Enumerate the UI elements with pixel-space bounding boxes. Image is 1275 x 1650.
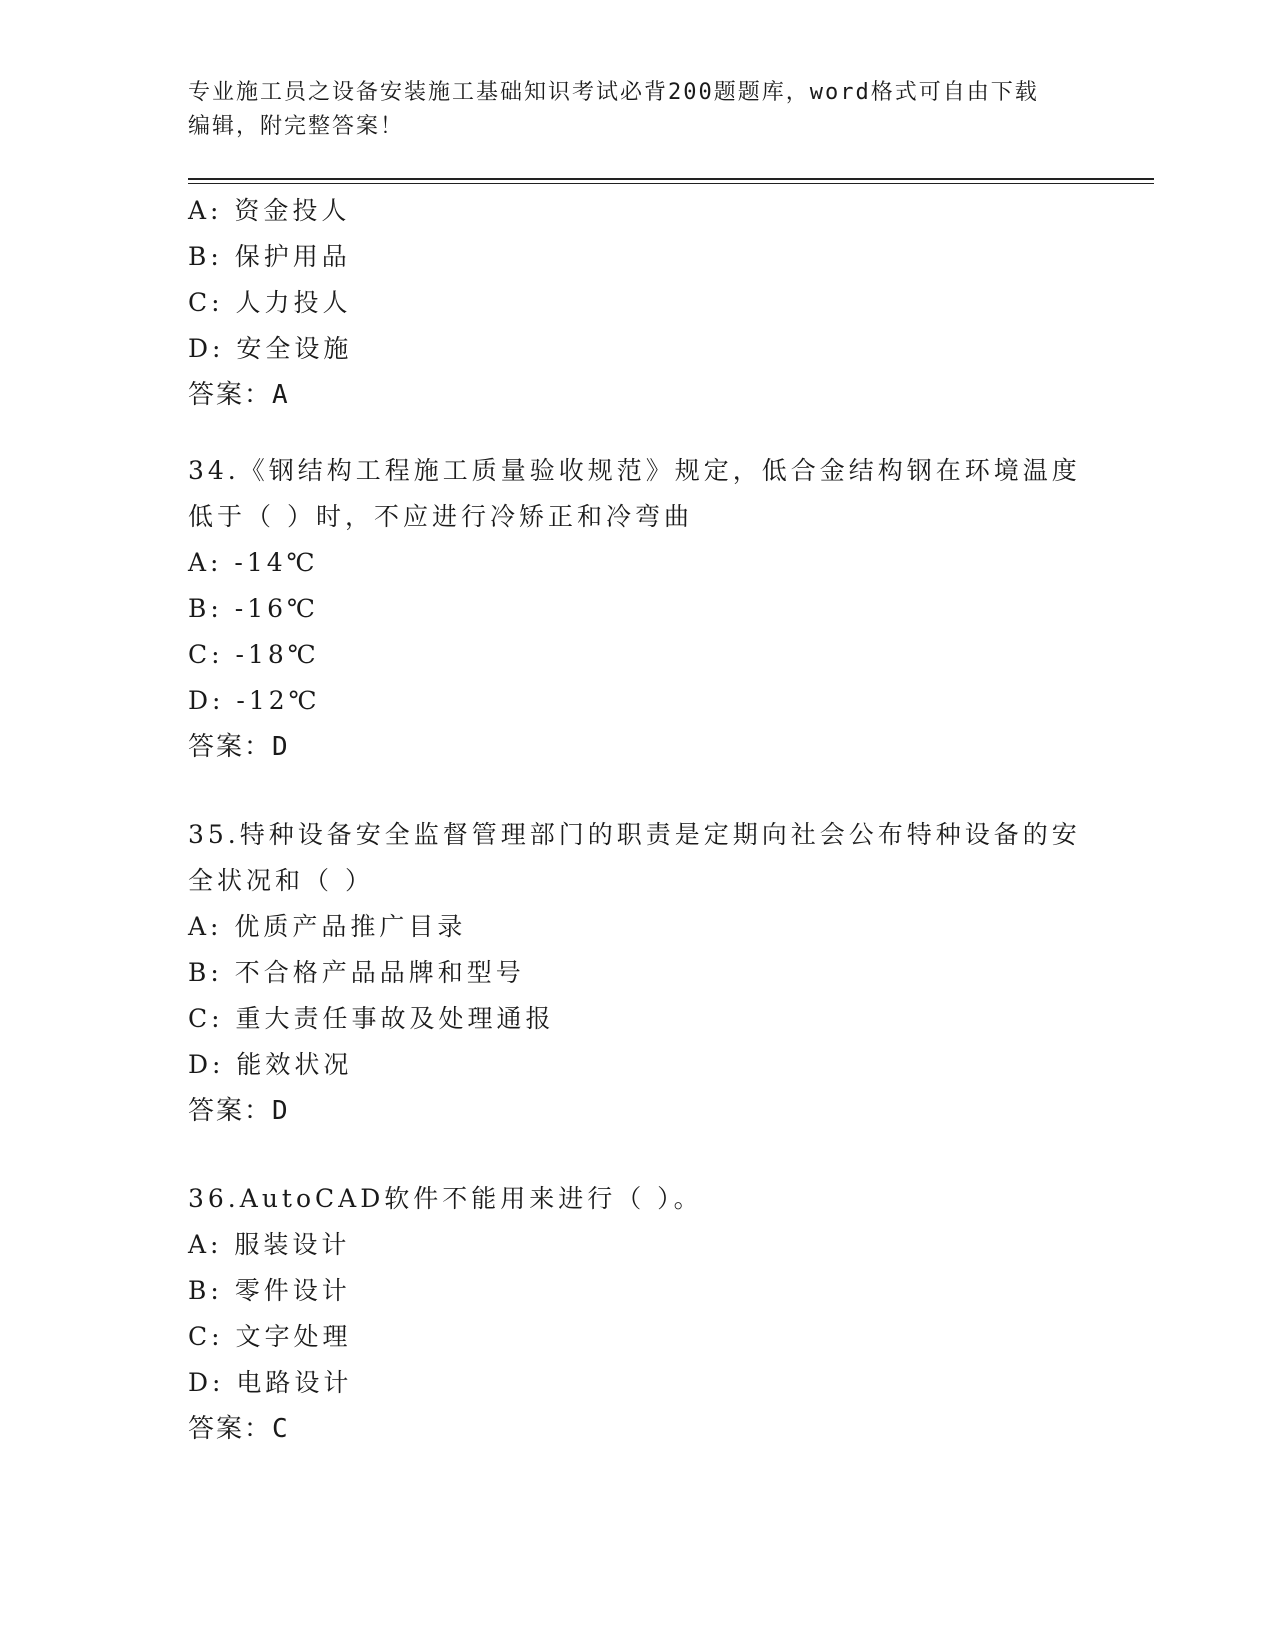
header-line-1: 专业施工员之设备安装施工基础知识考试必背200题题库，word格式可自由下载	[188, 80, 1039, 105]
option-c: C: 人力投人	[188, 288, 352, 317]
header-line-2: 编辑，附完整答案！	[188, 114, 405, 139]
option-a: A: -14℃	[188, 548, 319, 577]
answer-value: A	[272, 380, 288, 410]
question-stem-line-2: 全状况和（ ）	[188, 866, 374, 895]
question-33-block	[188, 188, 1088, 418]
answer-label: 答案：	[188, 1414, 273, 1444]
answer-value: D	[272, 732, 288, 762]
question-stem-line-1: 34.《钢结构工程施工质量验收规范》规定，低合金结构钢在环境温度	[188, 456, 1081, 485]
option-b: B: 零件设计	[188, 1276, 351, 1305]
answer-label: 答案：	[188, 732, 273, 762]
option-a: A: 资金投人	[188, 196, 351, 225]
header-divider-thick	[188, 178, 1154, 180]
answer-label: 答案：	[188, 1096, 273, 1126]
question-35-block	[188, 812, 1088, 1134]
option-c: C: -18℃	[188, 640, 320, 669]
option-a: A: 优质产品推广目录	[188, 912, 467, 941]
option-b: B: 保护用品	[188, 242, 351, 271]
document-header	[188, 76, 1088, 144]
option-a: A: 服装设计	[188, 1230, 351, 1259]
answer-line	[188, 724, 1088, 770]
option-d: D: 安全设施	[188, 334, 353, 363]
option-d: D: 电路设计	[188, 1368, 353, 1397]
question-36-block	[188, 1176, 1088, 1452]
answer-line	[188, 372, 1088, 418]
answer-label: 答案：	[188, 380, 273, 410]
option-d: D: 能效状况	[188, 1050, 353, 1079]
question-stem-line-1: 36.AutoCAD软件不能用来进行（ ）。	[188, 1184, 703, 1213]
option-c: C: 重大责任事故及处理通报	[188, 1004, 555, 1033]
option-b: B: 不合格产品品牌和型号	[188, 958, 525, 987]
answer-value: D	[272, 1096, 288, 1126]
answer-line	[188, 1088, 1088, 1134]
question-stem-line-2: 低于（ ）时，不应进行冷矫正和冷弯曲	[188, 502, 693, 531]
option-c: C: 文字处理	[188, 1322, 352, 1351]
option-d: D: -12℃	[188, 686, 321, 715]
question-34-block	[188, 448, 1088, 770]
answer-value: C	[272, 1414, 288, 1444]
answer-line	[188, 1406, 1088, 1452]
question-stem-line-1: 35.特种设备安全监督管理部门的职责是定期向社会公布特种设备的安	[188, 820, 1081, 849]
option-b: B: -16℃	[188, 594, 319, 623]
header-divider-thin	[188, 183, 1154, 184]
